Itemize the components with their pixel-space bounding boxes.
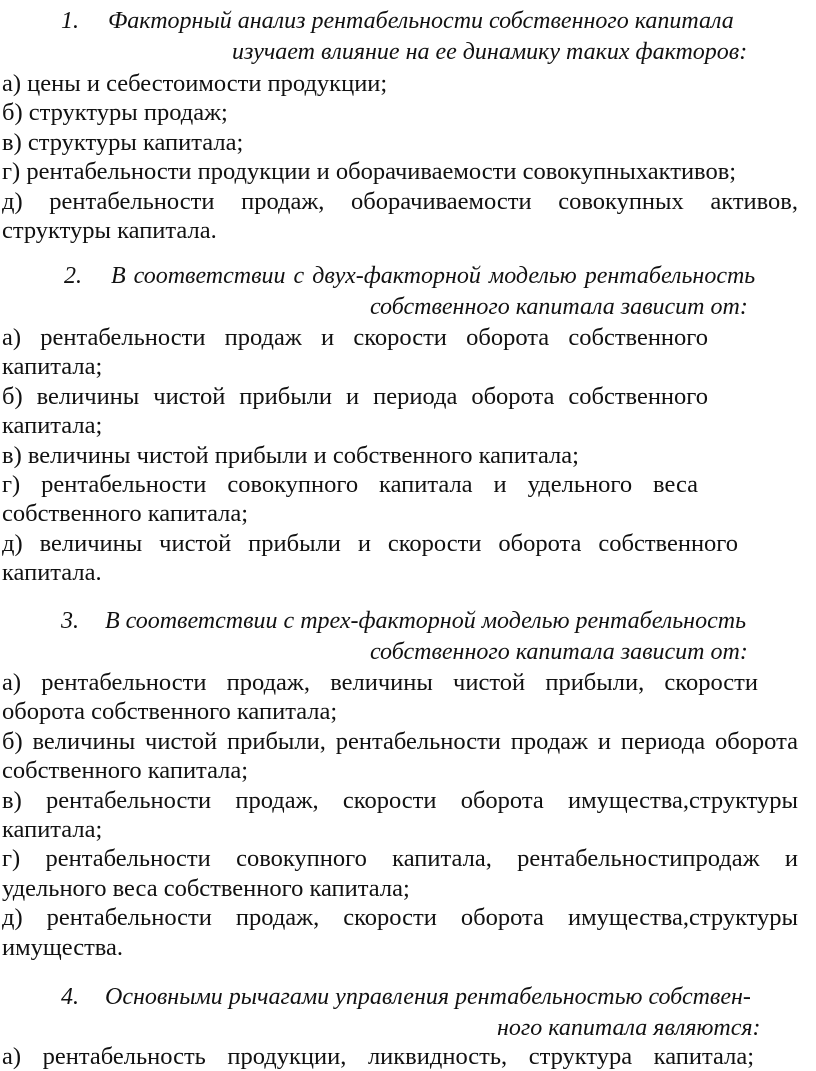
answer-option-d: г) рентабельности совокупного капитала и удельного веса собственного капитала; — [2, 471, 698, 528]
answer-option-c: в) рентабельности продаж, скорости оборота имущества,структуры капитала; — [2, 786, 798, 844]
answer-option-e: д) рентабельности продаж, скорости оборота имущества,структуры имущества. — [2, 904, 798, 961]
question-title-line-2: ного капитала являются: — [497, 1015, 761, 1041]
answer-options — [2, 69, 798, 245]
answer-option-a: а) рентабельности продаж и скорости оборота собственного капитала; — [2, 324, 708, 381]
answer-option-d: г) рентабельности совокупного капитала, рентабельностипродаж и удельного веса собственного капитала; — [2, 845, 798, 902]
question-title-line-2: собственного капитала зависит от: — [370, 294, 748, 320]
question-number: 1. — [61, 8, 79, 34]
answer-options — [2, 1042, 754, 1071]
answer-option-a: а) цены и себестоимости продукции; — [2, 70, 388, 97]
question-number: 4. — [61, 984, 79, 1010]
answer-option-e: д) рентабельности продаж, оборачиваемости совокупных активов, структуры капитала. — [2, 187, 798, 245]
question-title-line-2: изучает влияние на ее динамику таких факторов: — [232, 39, 748, 65]
answer-option-c: в) величины чистой прибыли и собственного капитала; — [2, 441, 579, 469]
question-number: 3. — [61, 608, 79, 634]
answer-option-c: в) структуры капитала; — [2, 128, 244, 156]
answer-option-a: а) рентабельность продукции, ликвидность, структура капитала; — [2, 1043, 754, 1070]
question-title-line-2: собственного капитала зависит от: — [370, 639, 748, 665]
answer-option-e: д) величины чистой прибыли и скорости оборота собственного капитала. — [2, 529, 738, 587]
answer-option-b: б) структуры продаж; — [2, 99, 228, 127]
question-number: 2. — [64, 263, 82, 289]
question-title-line-1: Основными рычагами управления рентабельностью собствен- — [105, 984, 751, 1010]
answer-option-d: г) рентабельности продукции и оборачиваемости совокупныхактивов; — [2, 158, 737, 186]
answer-option-b: б) величины чистой прибыли, рентабельности продаж и периода оборота собственного капитала; — [2, 727, 798, 785]
question-title-line-1: В соответствии с двух-факторной моделью рентабельность — [111, 263, 756, 289]
answer-option-a: а) рентабельности продаж, величины чистой прибыли, скорости оборота собственного капитала; — [2, 669, 758, 726]
answer-option-b: б) величины чистой прибыли и периода оборота собственного капитала; — [2, 382, 708, 440]
answer-options — [2, 668, 798, 962]
question-title-line-1: В соответствии с трех-факторной моделью рентабельность — [105, 608, 746, 634]
answer-options — [2, 323, 798, 588]
question-title-line-1: Факторный анализ рентабельности собственного капитала — [108, 8, 734, 34]
